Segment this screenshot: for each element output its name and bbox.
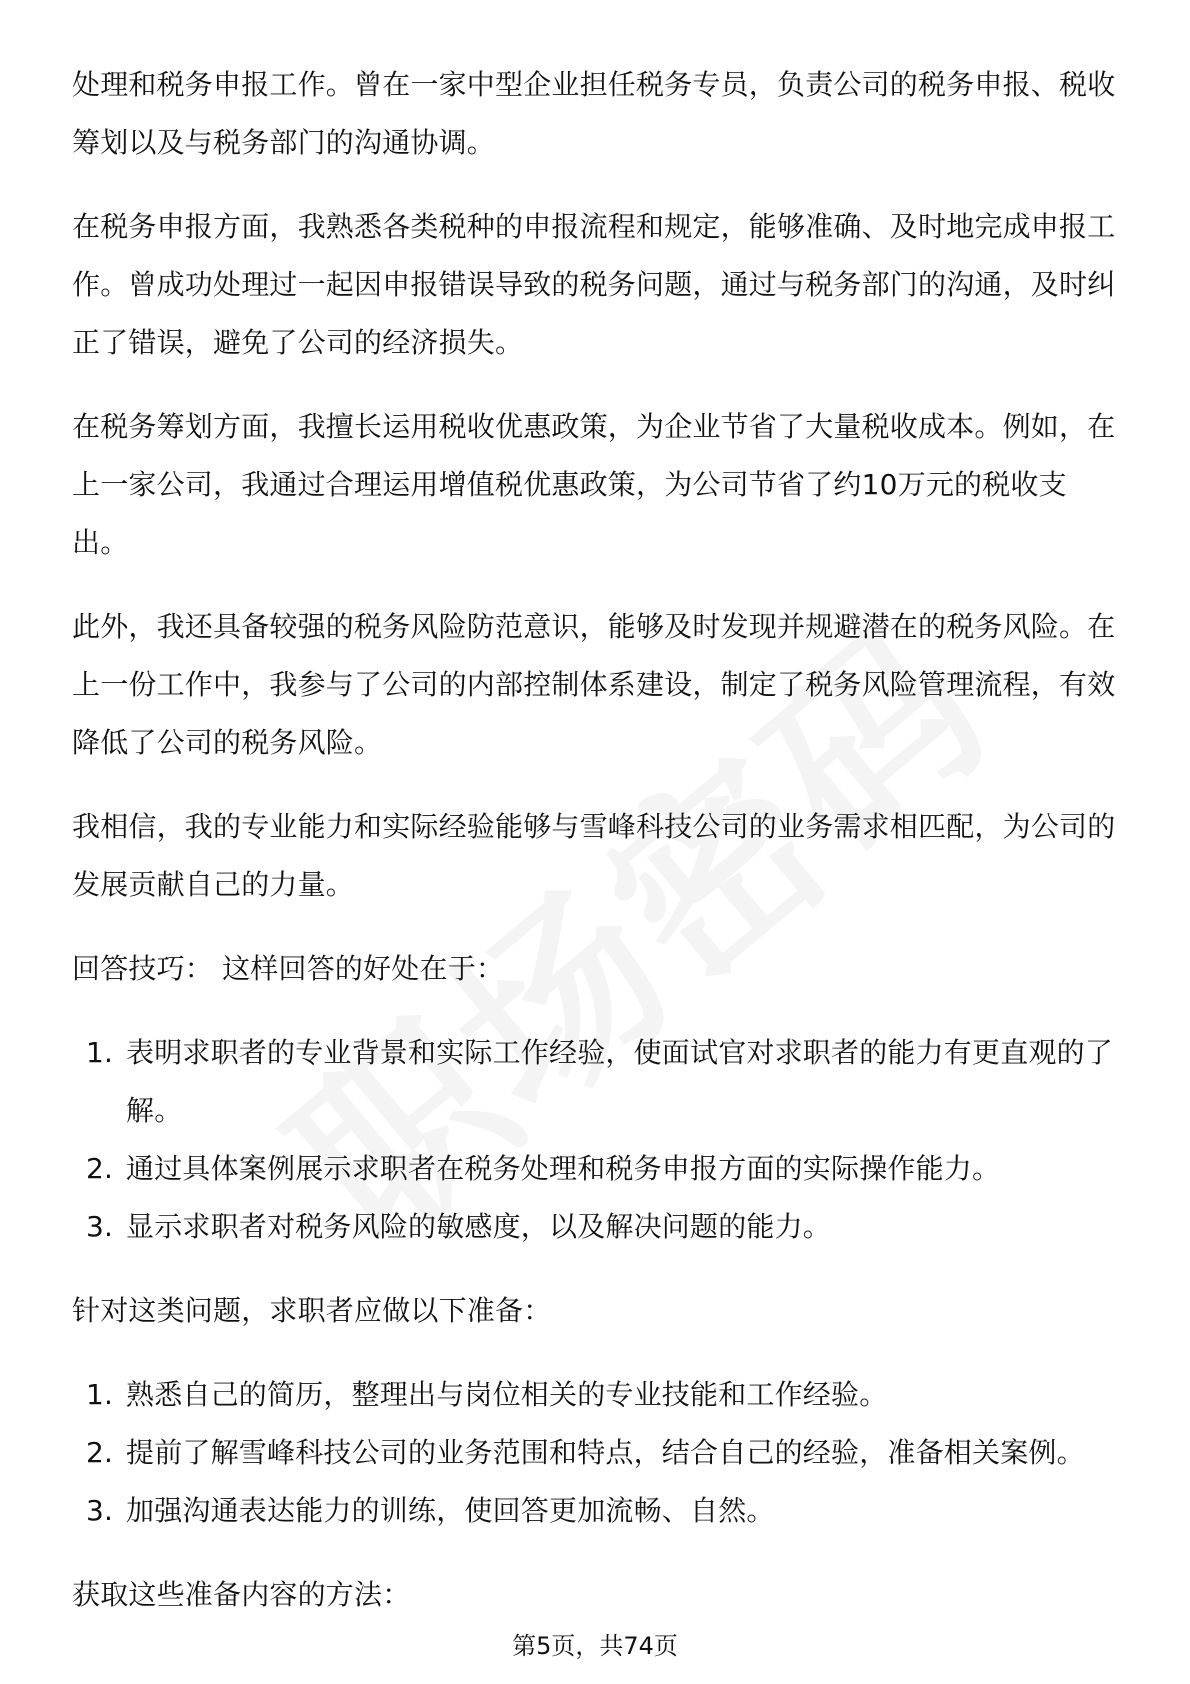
paragraph: 处理和税务申报工作。曾在一家中型企业担任税务专员，负责公司的税务申报、税收筹划以及与税务部门的沟通协调。: [72, 68, 1116, 159]
prep-list: [72, 1366, 1122, 1540]
list-item-text: 表明求职者的专业背景和实际工作经验，使面试官对求职者的能力有更直观的了解。: [126, 1036, 1114, 1127]
list-number: 3.: [86, 1210, 114, 1243]
list-item-text: 提前了解雪峰科技公司的业务范围和特点，结合自己的经验，准备相关案例。: [126, 1436, 1085, 1469]
list-item-text: 熟悉自己的简历，整理出与岗位相关的专业技能和工作经验。: [126, 1378, 888, 1411]
tips-heading: 回答技巧： 这样回答的好处在于：: [72, 952, 505, 985]
list-item-text: 显示求职者对税务风险的敏感度，以及解决问题的能力。: [126, 1210, 832, 1243]
list-item: [72, 1366, 1122, 1424]
list-number: 2.: [86, 1152, 114, 1185]
list-item-text: 通过具体案例展示求职者在税务处理和税务申报方面的实际操作能力。: [126, 1152, 1001, 1185]
list-item: [72, 1482, 1122, 1540]
list-item: [72, 1024, 1122, 1140]
list-item: [72, 1140, 1122, 1198]
tips-list: [72, 1024, 1122, 1256]
list-number: 3.: [86, 1494, 114, 1527]
list-item: [72, 1198, 1122, 1256]
prep-heading: 针对这类问题，求职者应做以下准备：: [72, 1294, 552, 1327]
paragraph: 在税务筹划方面，我擅长运用税收优惠政策，为企业节省了大量税收成本。例如，在上一家公司，我通过合理运用增值税优惠政策，为公司节省了约10万元的税收支出。: [72, 410, 1116, 559]
paragraph: 我相信，我的专业能力和实际经验能够与雪峰科技公司的业务需求相匹配，为公司的发展贡献自己的力量。: [72, 810, 1116, 901]
list-item: [72, 1424, 1122, 1482]
list-number: 1.: [86, 1036, 114, 1069]
paragraph: 在税务申报方面，我熟悉各类税种的申报流程和规定，能够准确、及时地完成申报工作。曾成功处理过一起因申报错误导致的税务问题，通过与税务部门的沟通，及时纠正了错误，避免了公司的经济损失。: [72, 210, 1116, 359]
paragraph: 此外，我还具备较强的税务风险防范意识，能够及时发现并规避潜在的税务风险。在上一份工作中，我参与了公司的内部控制体系建设，制定了税务风险管理流程，有效降低了公司的税务风险。: [72, 610, 1116, 759]
list-item-text: 加强沟通表达能力的训练，使回答更加流畅、自然。: [126, 1494, 775, 1527]
list-number: 2.: [86, 1436, 114, 1469]
document-body: [72, 56, 1122, 1650]
list-number: 1.: [86, 1378, 114, 1411]
method-heading: 获取这些准备内容的方法：: [72, 1578, 411, 1611]
page-footer: 第5页，共74页: [512, 1632, 678, 1660]
